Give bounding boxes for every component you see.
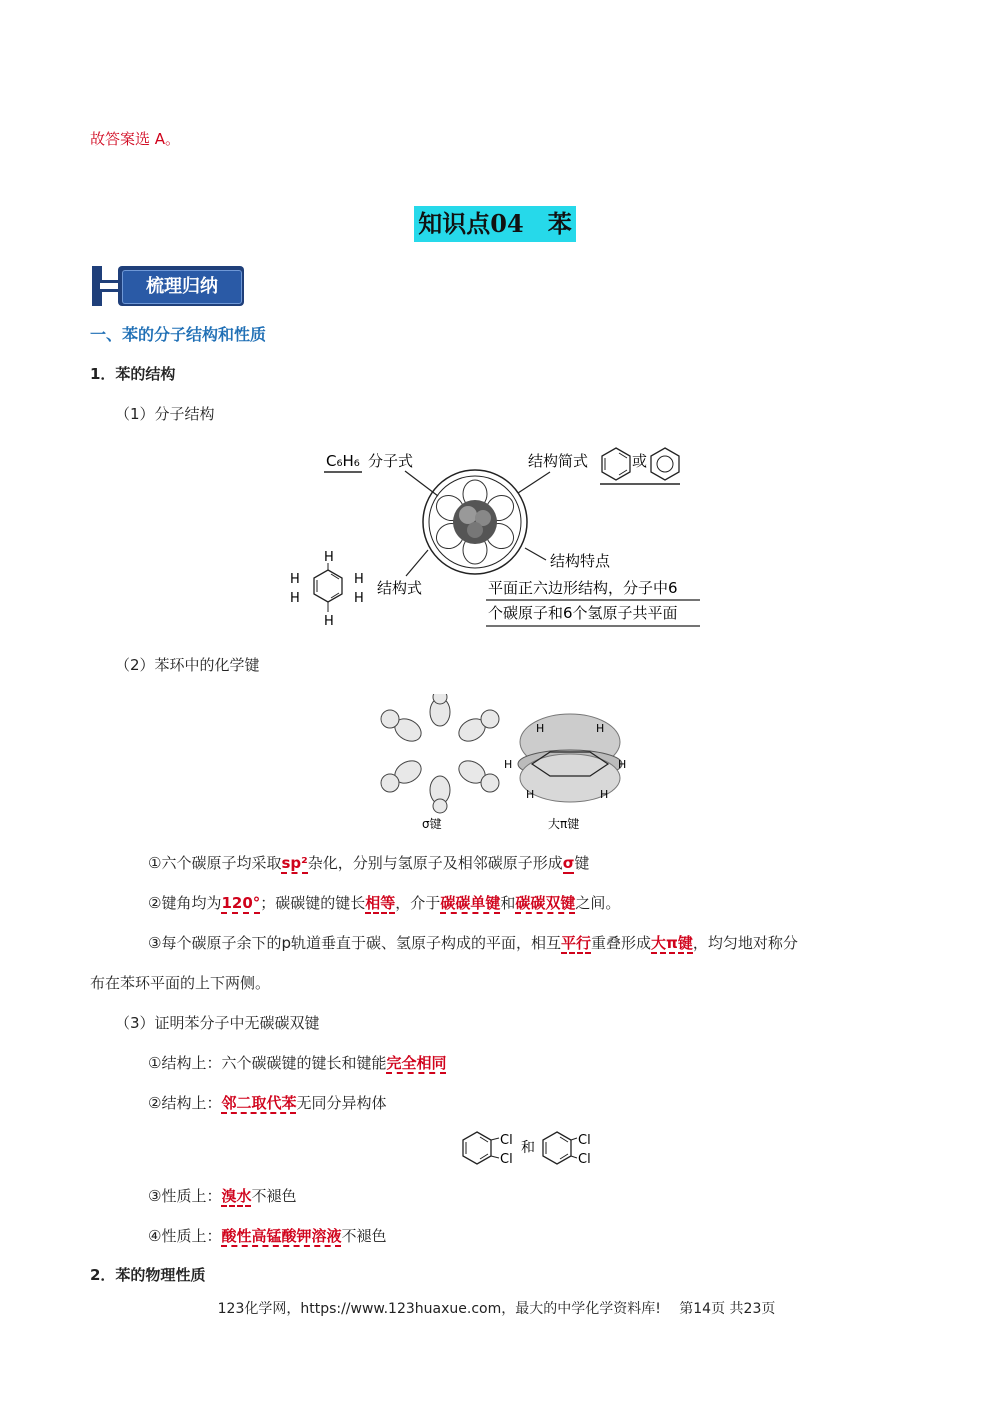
bond-point-3	[148, 932, 798, 953]
h-bottom: H	[324, 614, 334, 629]
pi-h-5: H	[526, 788, 535, 801]
answer-line: 故答案选 A。	[90, 130, 181, 148]
pi-h-1: H	[536, 722, 545, 735]
structural-formula-label: 结构式	[377, 579, 423, 597]
keyword-big-pi: 大π键	[651, 934, 693, 952]
proof-point-2	[148, 1092, 386, 1113]
structural-formula-drawing	[290, 550, 364, 629]
cl-3: Cl	[578, 1133, 591, 1148]
formula-label: 分子式	[368, 452, 414, 470]
orbital-model	[423, 470, 527, 574]
pi-h-4: H	[618, 758, 627, 771]
sigma-bond-model	[381, 694, 499, 813]
dichlorobenzene-kekule-alt	[543, 1132, 577, 1164]
proof-point-1	[148, 1052, 446, 1073]
h-lower-right: H	[354, 591, 364, 606]
proof1-pre: ①结构上：六个碳碳键的键长和键能	[148, 1054, 387, 1072]
pi-h-2: H	[596, 722, 605, 735]
keyword-equal: 相等	[365, 894, 396, 912]
cl-2: Cl	[500, 1152, 513, 1167]
bond2-mid2: ，介于	[395, 894, 441, 912]
bond1-mid: 杂化，分别与氢原子及相邻碳原子形成	[307, 854, 563, 872]
heading-physical-properties: 2．苯的物理性质	[90, 1266, 206, 1284]
h-lower-left: H	[290, 591, 300, 606]
proof-point-3	[148, 1185, 296, 1206]
cl-1: Cl	[500, 1133, 513, 1148]
bond-point-1	[148, 852, 589, 873]
bond3-mid: 重叠形成	[591, 934, 652, 952]
heading-structure-properties: 一、苯的分子结构和性质	[90, 325, 267, 344]
benzene-kekule-icon	[602, 448, 630, 480]
h-upper-right: H	[354, 572, 364, 587]
dichlorobenzene-figure	[455, 1126, 605, 1172]
bond-figure	[350, 694, 640, 834]
benzene-structure-figure	[280, 438, 700, 638]
proof3-post: 不褪色	[251, 1187, 297, 1205]
benzene-circle-icon	[651, 448, 679, 480]
or-text: 或	[632, 452, 648, 470]
keyword-parallel: 平行	[560, 934, 591, 952]
cl-4: Cl	[578, 1152, 591, 1167]
bond3-post: ，均匀地对称分	[692, 934, 798, 952]
keyword-double-bond: 碳碳双键	[515, 894, 576, 912]
and-text: 和	[521, 1140, 535, 1156]
feature-line-1: 平面正六边形结构，分子中6	[488, 579, 678, 597]
keyword-sp2: sp²	[281, 854, 308, 872]
keyword-bromine-water: 溴水	[221, 1187, 252, 1205]
keyword-kmno4: 酸性高锰酸钾溶液	[221, 1227, 342, 1245]
formula-text: C₆H₆	[326, 452, 360, 470]
bond1-post: 键	[574, 854, 590, 872]
proof4-pre: ④性质上：	[148, 1227, 222, 1245]
keyword-sigma: σ	[562, 854, 575, 872]
proof3-pre: ③性质上：	[148, 1187, 222, 1205]
keyword-identical: 完全相同	[386, 1054, 447, 1072]
bond3-pre: ③每个碳原子余下的p轨道垂直于碳、氢原子构成的平面，相互	[148, 934, 561, 952]
bond-point-3-line2: 布在苯环平面的上下两侧。	[90, 974, 271, 992]
bond2-pre: ②键角均为	[148, 894, 222, 912]
bond2-post: 之间。	[575, 894, 621, 912]
h-upper-left: H	[290, 572, 300, 587]
pi-h-6: H	[600, 788, 609, 801]
bond1-pre: ①六个碳原子均采取	[148, 854, 282, 872]
sigma-caption: σ键	[422, 817, 442, 831]
sub-heading-proof: （3）证明苯分子中无碳碳双键	[115, 1014, 320, 1032]
feature-line-2: 个碳原子和6个氢原子共平面	[488, 604, 678, 622]
bond-point-2	[148, 892, 620, 913]
bond2-mid1: ；碳碳键的键长	[260, 894, 366, 912]
sub-heading-chemical-bonds: （2）苯环中的化学键	[115, 656, 260, 674]
page-footer: 123化学网，https://www.123huaxue.com，最大的中学化学资料库! 第14页 共23页	[217, 1301, 776, 1317]
proof-point-4	[148, 1225, 386, 1246]
bond2-and: 和	[500, 894, 516, 912]
tag-label: 梳理归纳	[122, 270, 242, 304]
proof2-post: 无同分异构体	[296, 1094, 387, 1112]
section-title: 知识点04 苯	[414, 206, 576, 242]
dichlorobenzene-kekule	[463, 1132, 499, 1164]
pi-caption: 大π键	[548, 817, 580, 831]
simple-formula-label: 结构简式	[528, 452, 589, 470]
proof4-post: 不褪色	[341, 1227, 387, 1245]
feature-label: 结构特点	[550, 552, 611, 570]
sub-heading-molecular-structure: （1）分子结构	[115, 405, 215, 423]
keyword-angle: 120°	[221, 894, 261, 912]
proof2-pre: ②结构上：	[148, 1094, 222, 1112]
pi-bond-model	[504, 714, 626, 802]
keyword-single-bond: 碳碳单键	[440, 894, 501, 912]
pi-h-3: H	[504, 758, 513, 771]
h-top: H	[324, 550, 334, 565]
keyword-ortho: 邻二取代苯	[221, 1094, 297, 1112]
heading-benzene-structure: 1．苯的结构	[90, 365, 176, 383]
